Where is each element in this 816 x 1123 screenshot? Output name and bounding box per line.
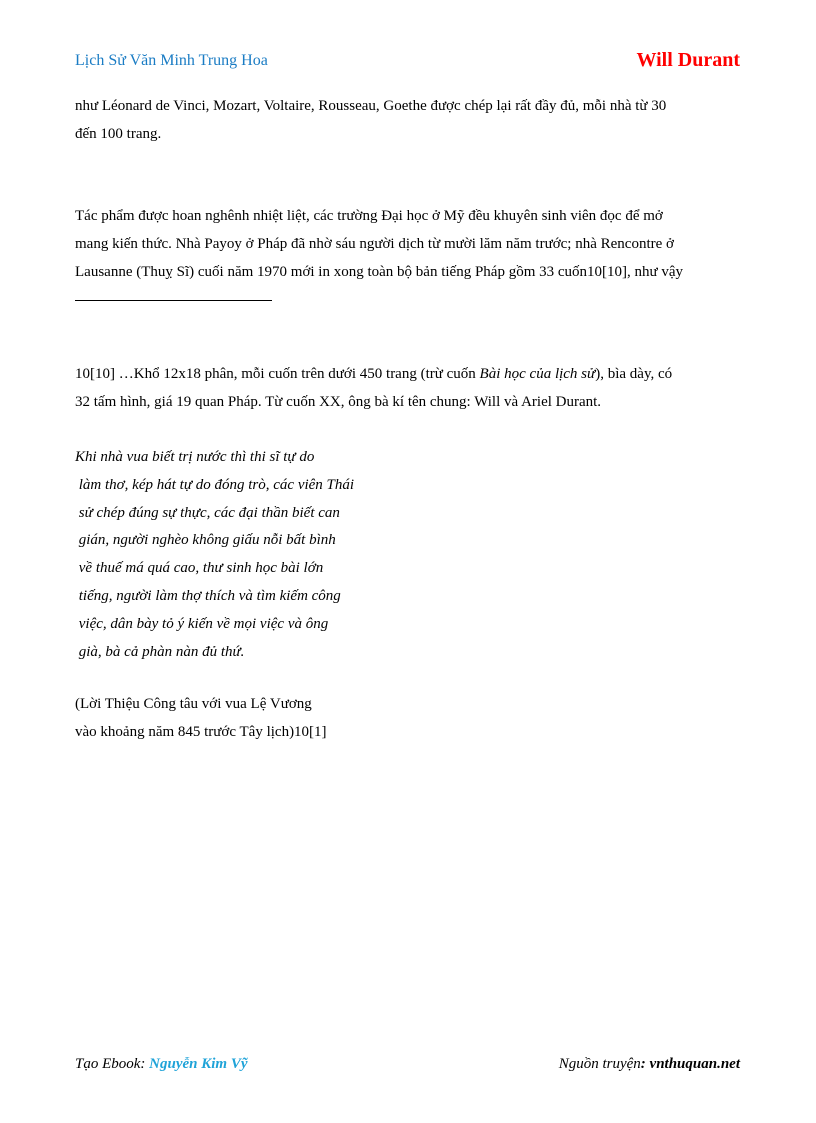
poem-line: làm thơ, kép hát tự do đóng trò, các viên Thái: [75, 476, 355, 493]
poem-line: Khi nhà vua biết trị nước thì thi sĩ tự do: [75, 449, 315, 465]
paragraph-1: [75, 92, 747, 148]
attribution-line: (Lời Thiệu Công tâu với vua Lệ Vương: [75, 696, 312, 712]
footer-ebook-credit: [75, 1056, 248, 1073]
poem-line: tiếng, người làm thợ thích và tìm kiếm công: [75, 587, 341, 604]
footer-ebook-author: Nguyễn Kim Vỹ: [149, 1056, 248, 1072]
footer-ebook-sep: :: [140, 1056, 150, 1072]
footer-source-label: Nguồn truyện: [558, 1056, 641, 1072]
poem-line: về thuế má quá cao, thư sinh học bài lớn: [75, 560, 324, 577]
footnote-book-title: Bài học của lịch sử: [479, 366, 596, 382]
paragraph-1-line: đến 100 trang.: [75, 126, 162, 142]
header-author: Will Durant: [636, 49, 740, 71]
footnote-text: ), bìa dày, có: [595, 366, 673, 382]
poem-line: việc, dân bày tỏ ý kiến về mọi việc và ông: [75, 615, 329, 632]
poem-line: già, bà cả phàn nàn đủ thứ.: [75, 643, 245, 660]
paragraph-1-line: như Léonard de Vinci, Mozart, Voltaire, Rousseau, Goethe được chép lại rất đầy đủ, mỗi nhà từ 30: [75, 98, 667, 114]
paragraph-2: [75, 202, 747, 286]
footer-source-sep: :: [640, 1056, 650, 1072]
quote-attribution: [75, 690, 327, 746]
header-book-title: Lịch Sử Văn Minh Trung Hoa: [75, 52, 268, 69]
footnote-line: [75, 360, 747, 388]
poem-line: sử chép đúng sự thực, các đại thần biết can: [75, 504, 340, 521]
footer-ebook-label: Tạo Ebook: [75, 1056, 141, 1072]
poem-line: gián, người nghèo không giấu nỗi bất bình: [75, 532, 336, 549]
footnote: [75, 360, 747, 416]
footnote-separator: [75, 300, 272, 301]
paragraph-2-line: Tác phẩm được hoan nghênh nhiệt liệt, các trường Đại học ở Mỹ đều khuyên sinh viên đọc để mở: [75, 208, 663, 224]
poem-quote: [75, 444, 354, 666]
footnote-text: 10[10] …Khổ 12x18 phân, mỗi cuốn trên dưới 450 trang (trừ cuốn: [75, 366, 480, 382]
footer-source-credit: [559, 1056, 740, 1073]
footer-source-site: vnthuquan.net: [649, 1056, 740, 1072]
paragraph-2-line: Lausanne (Thuỵ Sĩ) cuối năm 1970 mới in xong toàn bộ bản tiếng Pháp gồm 33 cuốn10[10], như vậy: [75, 264, 684, 280]
attribution-line: vào khoảng năm 845 trước Tây lịch)10[1]: [75, 724, 327, 740]
footnote-line: 32 tấm hình, giá 19 quan Pháp. Từ cuốn XX, ông bà kí tên chung: Will và Ariel Durant.: [75, 394, 602, 410]
paragraph-2-line: mang kiến thức. Nhà Payoy ở Pháp đã nhờ sáu người dịch từ mười lăm năm trước; nhà Rencontre ở: [75, 236, 674, 252]
